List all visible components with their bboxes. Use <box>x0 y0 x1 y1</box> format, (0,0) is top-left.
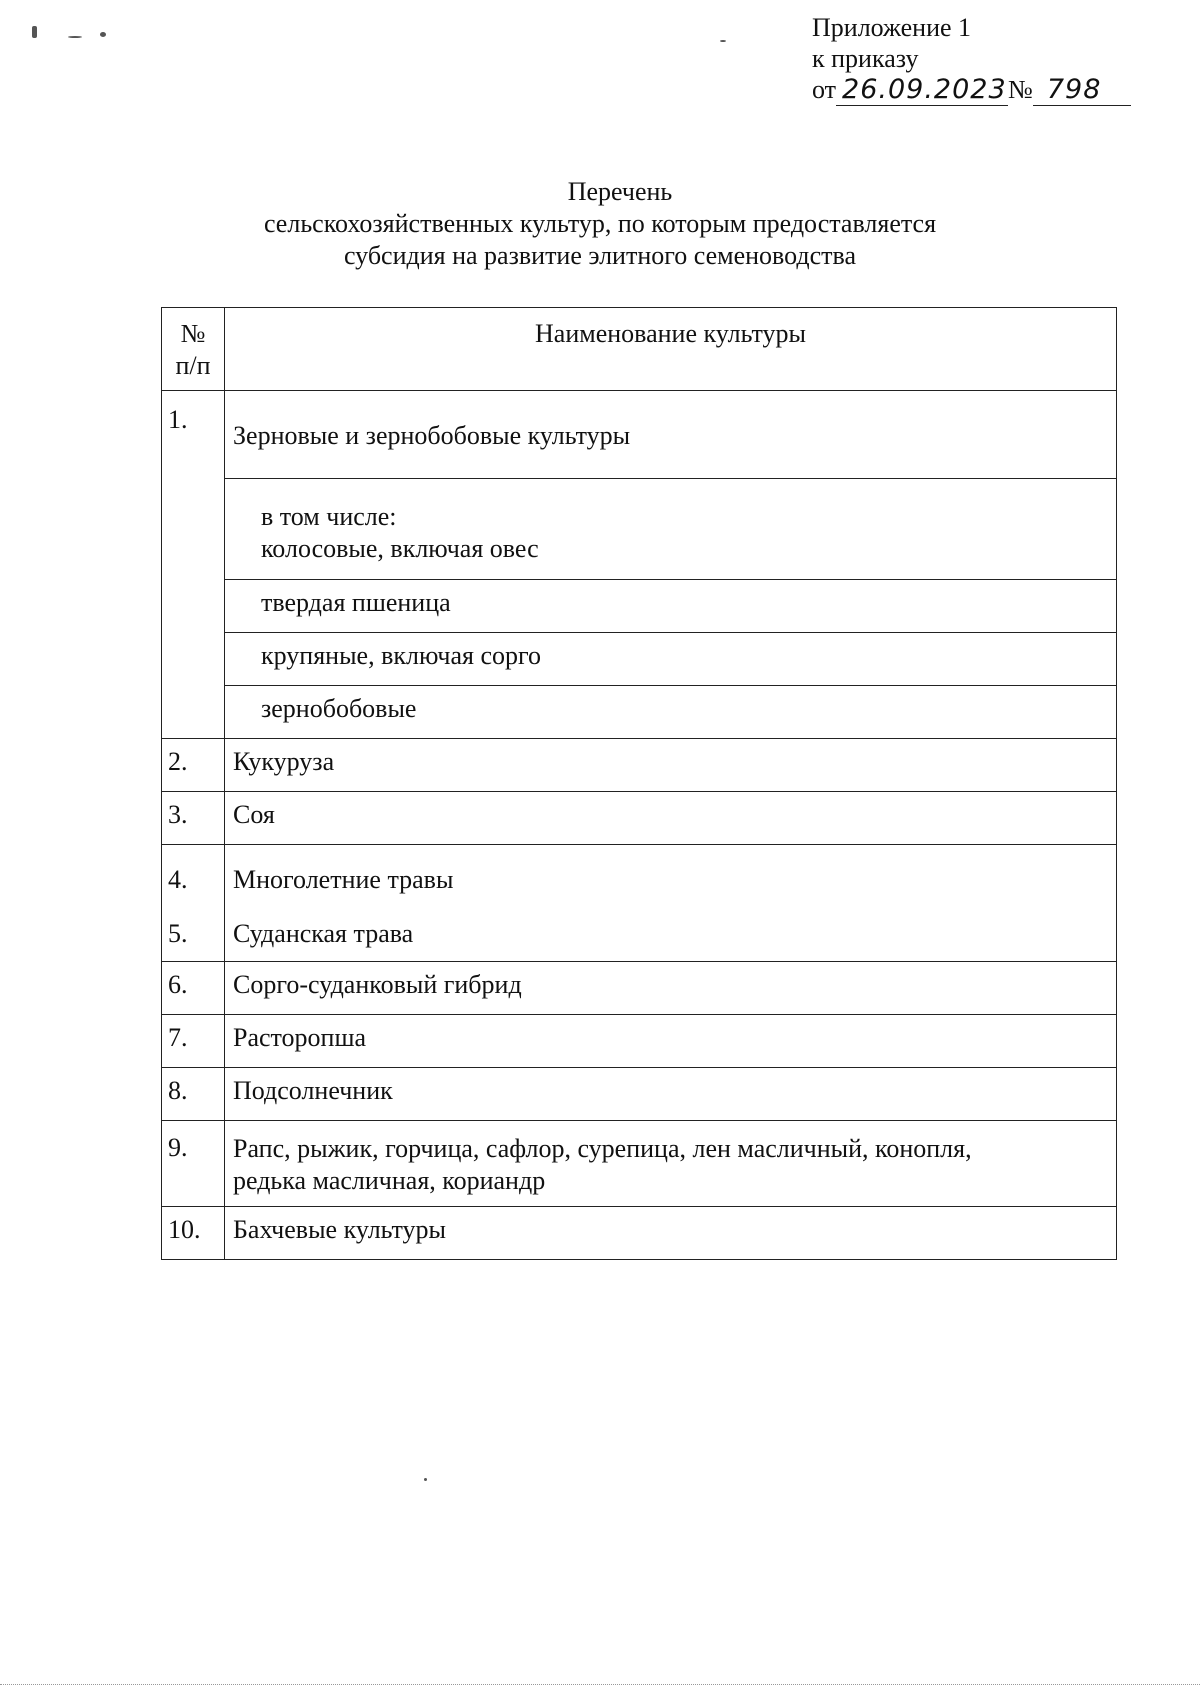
table-row <box>162 479 1117 580</box>
row-name: Бахчевые культуры <box>225 1207 1117 1260</box>
table-row <box>162 1015 1117 1068</box>
row-number-4: 4. <box>168 865 188 894</box>
row-name: Зерновые и зернобобовые культуры <box>225 391 1117 479</box>
sub-item-2: твердая пшеница <box>225 580 1117 633</box>
sub-item-3: крупяные, включая сорго <box>225 633 1117 686</box>
sub-item-4: зернобобовые <box>225 686 1117 739</box>
annex-date-line <box>812 74 1131 106</box>
row-name: Кукуруза <box>225 739 1117 792</box>
sub-item-1: колосовые, включая овес <box>261 534 539 563</box>
subrow-name <box>225 479 1117 580</box>
header-num-abbr: п/п <box>175 351 211 380</box>
number-label: № <box>1008 75 1033 104</box>
header-num-symbol: № <box>180 319 206 348</box>
from-label: от <box>812 75 837 104</box>
scan-speck <box>100 32 106 37</box>
row-name: Подсолнечник <box>225 1068 1117 1121</box>
row-name <box>225 1121 1117 1207</box>
row-name-line-1: Рапс, рыжик, горчица, сафлор, сурепица, лен масличный, конопля, <box>233 1134 972 1163</box>
row-number-pair <box>162 845 225 962</box>
row-name: Сорго-суданковый гибрид <box>225 962 1117 1015</box>
table-row <box>162 1207 1117 1260</box>
table-row <box>162 845 1117 962</box>
order-number <box>1033 74 1131 106</box>
header-name-cell: Наименование культуры <box>225 308 1117 391</box>
header-num-cell <box>162 308 225 391</box>
row-name-line-2: редька масличная, кориандр <box>233 1166 546 1195</box>
title-line-1: Перечень <box>567 177 673 206</box>
row-name-5: Суданская трава <box>233 919 414 948</box>
row-number-5: 5. <box>168 919 188 948</box>
table-row <box>162 580 1117 633</box>
table-row <box>162 792 1117 845</box>
row-number: 10. <box>162 1207 225 1260</box>
row-number: 9. <box>162 1121 225 1207</box>
scan-speck <box>424 1478 427 1481</box>
row-number: 3. <box>162 792 225 845</box>
table-row <box>162 962 1117 1015</box>
table-row <box>162 739 1117 792</box>
annex-header <box>812 12 1131 106</box>
row-number: 2. <box>162 739 225 792</box>
table-row <box>162 1068 1117 1121</box>
table-row <box>162 1121 1117 1207</box>
document-title <box>0 176 1200 272</box>
row-number: 8. <box>162 1068 225 1121</box>
table-row <box>162 686 1117 739</box>
sub-intro: в том числе: <box>261 502 397 531</box>
row-number: 6. <box>162 962 225 1015</box>
annex-order-ref: к приказу <box>812 44 919 73</box>
row-name-4: Многолетние травы <box>233 865 454 894</box>
row-name: Соя <box>225 792 1117 845</box>
crops-table <box>161 307 1117 1260</box>
order-date <box>836 74 1008 106</box>
scan-speck <box>68 36 82 38</box>
table-row <box>162 633 1117 686</box>
title-line-3: субсидия на развитие элитного семеноводства <box>343 241 857 270</box>
row-number: 1. <box>162 391 225 739</box>
scan-speck <box>32 26 37 38</box>
row-name: Расторопша <box>225 1015 1117 1068</box>
order-date-handwritten: 26.09.2023 <box>842 74 1007 105</box>
table-row <box>162 391 1117 479</box>
annex-title: Приложение 1 <box>812 13 972 42</box>
title-line-2: сельскохозяйственных культур, по которым предоставляется <box>263 209 937 238</box>
row-name-pair <box>225 845 1117 962</box>
order-number-handwritten: 798 <box>1046 74 1102 105</box>
scan-edge-line <box>0 1684 1200 1685</box>
table-header-row <box>162 308 1117 391</box>
scan-speck <box>720 40 726 42</box>
row-number: 7. <box>162 1015 225 1068</box>
